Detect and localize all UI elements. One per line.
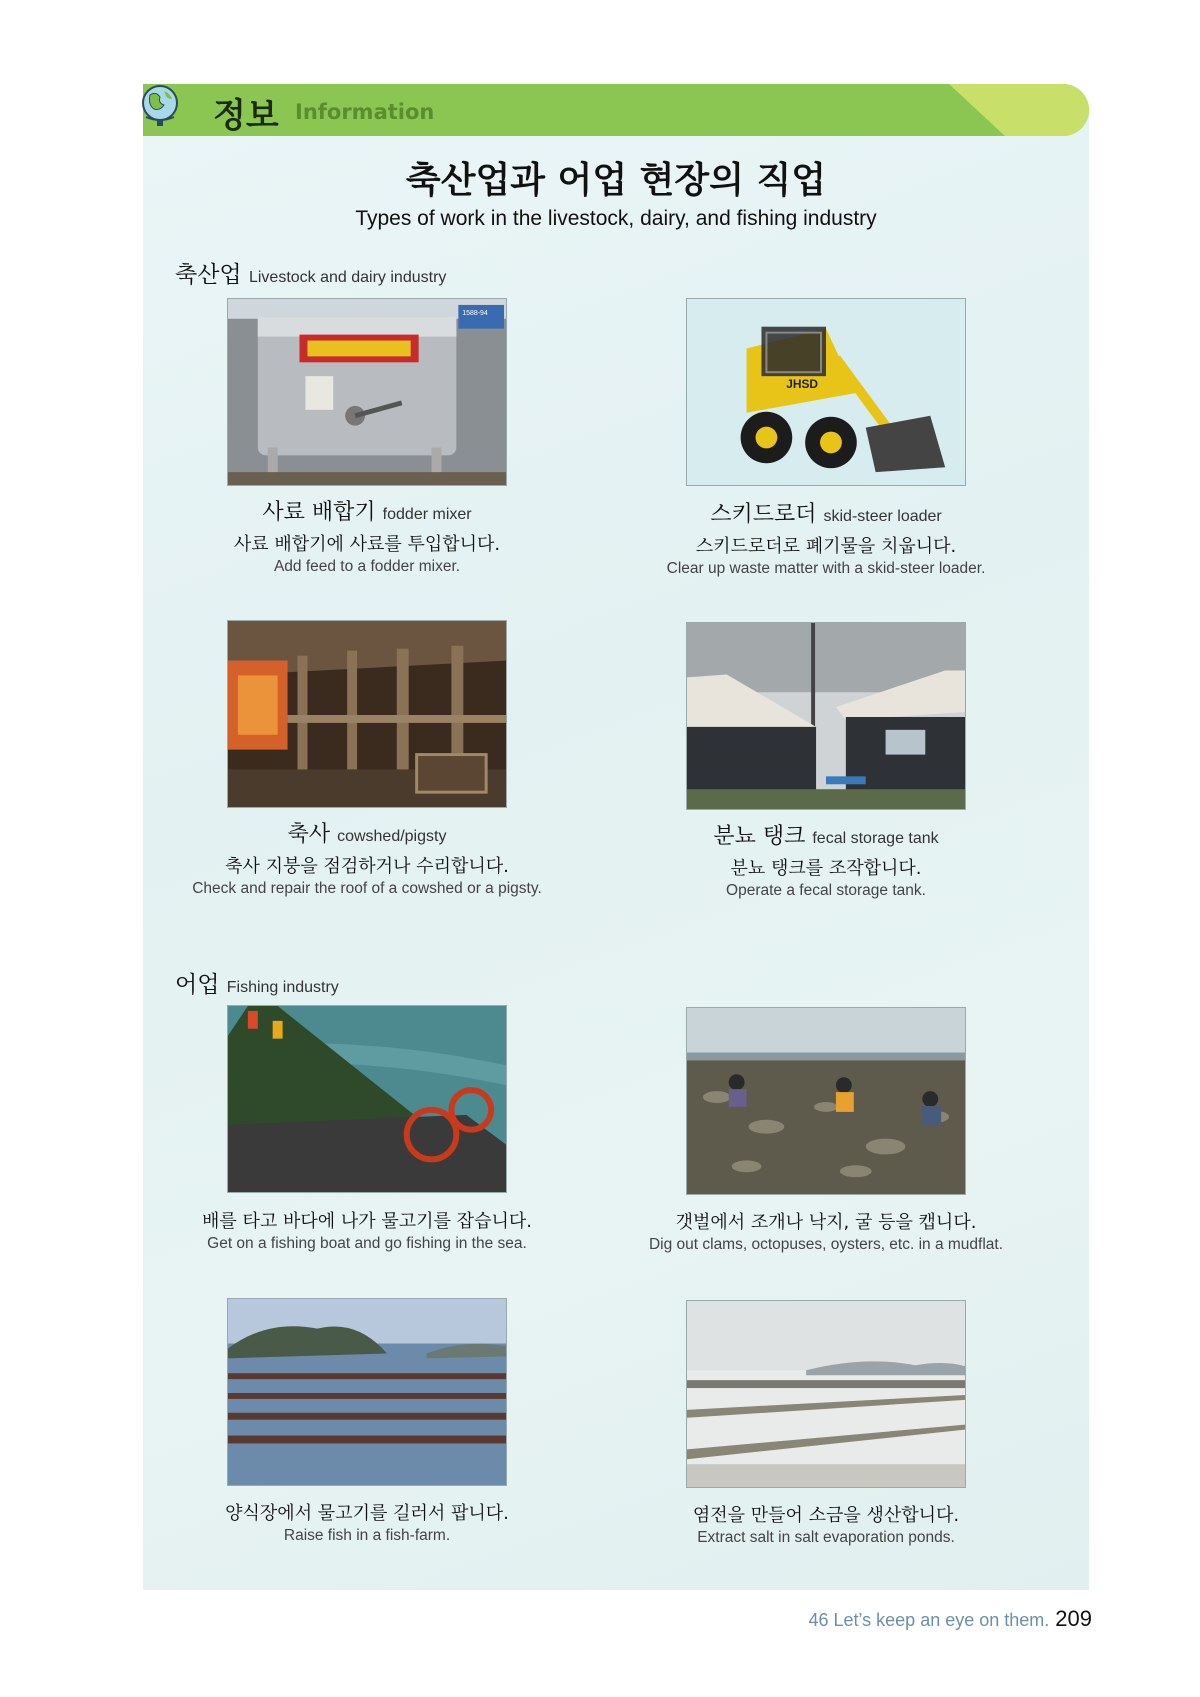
photo-fishing-boat (227, 1005, 507, 1193)
section-fishing-en: Fishing industry (226, 979, 339, 996)
item-name-ko: 사료 배합기 (262, 500, 376, 525)
item-name-en: cowshed/pigsty (337, 828, 447, 845)
caption-salt-ponds (616, 1497, 1036, 1547)
item-name-en: skid-steer loader (823, 508, 942, 525)
section-fishing (175, 966, 339, 999)
item-desc-en: Dig out clams, octopuses, oysters, etc. in a mudflat. (648, 1236, 1004, 1253)
photo-fodder-mixer (227, 298, 507, 486)
item-desc-en: Extract salt in salt evaporation ponds. (697, 1529, 955, 1546)
item-desc-en: Add feed to a fodder mixer. (273, 558, 461, 575)
caption-fishing-boat (157, 1203, 577, 1253)
item-desc-en: Get on a fishing boat and go fishing in the sea. (207, 1235, 527, 1252)
item-desc-en: Check and repair the roof of a cowshed or a pigsty. (192, 880, 542, 897)
item-name-ko: 스키드로더 (710, 502, 817, 527)
globe-icon (138, 83, 182, 127)
section-fishing-ko: 어업 (175, 972, 220, 998)
item-name-en: fodder mixer (382, 506, 472, 523)
photo-loader-brand: JHSD (786, 377, 819, 392)
item-desc-ko: 갯벌에서 조개나 낙지, 굴 등을 캡니다. (675, 1212, 977, 1233)
header-label-en: Information (295, 100, 435, 124)
item-desc-en: Operate a fecal storage tank. (726, 882, 926, 899)
caption-cowshed (157, 817, 577, 898)
page-title: 축산업과 어업 현장의 직업 (405, 160, 827, 201)
caption-fodder-mixer (157, 495, 577, 576)
page-number: 209 (1055, 1606, 1092, 1631)
item-name-ko: 축사 (287, 822, 331, 847)
photo-fecal-storage-tank (686, 622, 966, 810)
item-name-en: fecal storage tank (812, 830, 939, 847)
section-livestock-en: Livestock and dairy industry (248, 269, 447, 286)
photo-skid-steer-loader (686, 298, 966, 486)
page-subtitle: Types of work in the livestock, dairy, and fishing industry (355, 207, 877, 230)
caption-skid-steer-loader (616, 497, 1036, 578)
caption-mudflat (616, 1204, 1036, 1254)
footer-lesson: 46 Let’s keep an eye on them. (808, 1610, 1050, 1630)
photo-mudflat (686, 1007, 966, 1195)
caption-fish-farm (157, 1495, 577, 1545)
caption-fecal-storage-tank (616, 819, 1036, 900)
item-desc-en: Raise fish in a fish-farm. (283, 1527, 451, 1544)
section-livestock (175, 256, 446, 289)
item-desc-ko: 사료 배합기에 사료를 투입합니다. (233, 534, 501, 555)
item-desc-ko: 염전을 만들어 소금을 생산합니다. (692, 1505, 960, 1526)
item-name-ko: 분뇨 탱크 (713, 824, 806, 849)
item-desc-ko: 축사 지붕을 점검하거나 수리합니다. (225, 856, 509, 877)
item-desc-ko: 분뇨 탱크를 조작합니다. (730, 858, 922, 879)
page-footer (808, 1606, 1092, 1632)
photo-sign-text: 1588-94 (462, 309, 488, 317)
header-label-ko: 정보 (213, 96, 279, 136)
photo-fish-farm (227, 1298, 507, 1486)
item-desc-ko: 배를 타고 바다에 나가 물고기를 잡습니다. (202, 1211, 532, 1232)
photo-salt-ponds (686, 1300, 966, 1488)
section-livestock-ko: 축산업 (175, 262, 242, 288)
photo-cowshed (227, 620, 507, 808)
item-desc-en: Clear up waste matter with a skid-steer loader. (666, 560, 986, 577)
item-desc-ko: 스키드로더로 폐기물을 치웁니다. (695, 536, 957, 557)
item-desc-ko: 양식장에서 물고기를 길러서 팝니다. (225, 1503, 509, 1524)
header-bar (143, 84, 1089, 136)
